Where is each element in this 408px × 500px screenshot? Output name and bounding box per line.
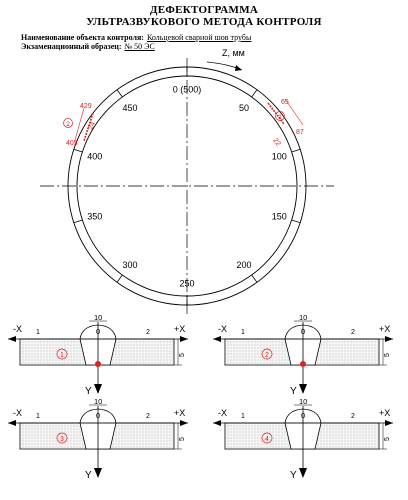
depth-label: 5 — [179, 353, 186, 357]
ring-tick-label: 0 (500) — [172, 84, 202, 95]
z-axis-label: Z, мм — [222, 48, 245, 58]
ring-tick — [292, 149, 301, 152]
defect-indication — [300, 361, 306, 367]
defect-1-start: 65 — [281, 99, 289, 106]
x-axis-left-arrow — [213, 420, 221, 426]
center-label: 0 — [301, 411, 306, 420]
x-axis-left-arrow — [8, 336, 16, 342]
x-plus-label: +X — [174, 408, 186, 418]
weld-section-3 — [8, 397, 188, 481]
ring-tick — [117, 90, 122, 97]
pipe-circle-diagram — [40, 48, 334, 316]
document-subtitle: УЛЬТРАЗВУКОВОГО МЕТОДА КОНТРОЛЯ — [86, 16, 322, 28]
ring-tick-label: 50 — [239, 103, 250, 114]
object-label: Наименование объекта контроля: — [21, 33, 144, 42]
width-label: 10 — [94, 397, 103, 406]
ring-tick — [292, 220, 301, 223]
defect-2-id: 2 — [66, 121, 70, 128]
x-minus-label: -X — [218, 408, 227, 418]
weld-section-1 — [8, 313, 188, 397]
x-axis-right-arrow — [180, 420, 188, 426]
y-axis-label: Y — [290, 470, 297, 481]
section-id: 3 — [60, 436, 64, 443]
zone-right-label: 2 — [146, 329, 150, 336]
defect-2-start: 429 — [80, 103, 92, 110]
weld-section-2 — [213, 313, 393, 397]
defect-1-id: 1 — [278, 114, 282, 121]
ring-tick — [74, 220, 83, 223]
y-axis-arrow — [94, 384, 102, 394]
section-id: 1 — [60, 352, 64, 359]
defect-indication — [95, 361, 101, 367]
y-axis-label: Y — [290, 386, 297, 397]
x-plus-label: +X — [379, 408, 391, 418]
sample-label: Экзаменационный образец: — [21, 42, 122, 51]
depth-label: 5 — [384, 437, 391, 441]
zone-right-label: 2 — [146, 413, 150, 420]
ring-tick — [117, 275, 122, 282]
ring-tick-label: 400 — [87, 151, 103, 162]
x-axis-left-arrow — [8, 420, 16, 426]
zone-right-label: 2 — [351, 413, 355, 420]
width-label: 10 — [94, 313, 103, 322]
x-plus-label: +X — [379, 324, 391, 334]
ring-tick — [252, 275, 257, 282]
depth-label: 5 — [179, 437, 186, 441]
section-id: 2 — [265, 352, 269, 359]
direction-arrowhead — [235, 65, 242, 71]
ring-tick-label: 250 — [179, 278, 195, 289]
center-label: 0 — [96, 411, 101, 420]
y-axis-label: Y — [85, 470, 92, 481]
x-minus-label: -X — [13, 408, 22, 418]
ring-tick-label: 200 — [236, 259, 252, 270]
x-axis-left-arrow — [213, 336, 221, 342]
zone-left-label: 1 — [36, 413, 40, 420]
defect-1-end: 87 — [296, 129, 304, 136]
width-label: 10 — [299, 313, 308, 322]
defect-1-marker — [268, 99, 304, 148]
ring-tick — [252, 90, 257, 97]
object-value: Кольцевой сварной шов трубы — [146, 33, 252, 42]
y-axis-arrow — [94, 468, 102, 478]
y-axis-arrow — [299, 384, 307, 394]
depth-label: 5 — [384, 353, 391, 357]
x-plus-label: +X — [174, 324, 186, 334]
document-title: ДЕФЕКТОГРАММА — [149, 4, 259, 16]
zone-right-label: 2 — [351, 329, 355, 336]
x-minus-label: -X — [13, 324, 22, 334]
y-axis-label: Y — [85, 386, 92, 397]
center-label: 0 — [301, 327, 306, 336]
defect-2-marker — [64, 103, 98, 147]
defect-1-length: 22 — [271, 137, 282, 148]
weld-section-4 — [213, 397, 393, 481]
defect-2-end: 405 — [66, 140, 78, 147]
x-minus-label: -X — [218, 324, 227, 334]
x-axis-right-arrow — [385, 420, 393, 426]
section-id: 4 — [265, 436, 269, 443]
weld-sections — [8, 313, 393, 481]
x-axis-right-arrow — [385, 336, 393, 342]
ring-tick-label: 350 — [87, 211, 103, 222]
center-label: 0 — [96, 327, 101, 336]
ring-tick-label: 450 — [122, 103, 138, 114]
zone-left-label: 1 — [241, 413, 245, 420]
ring-tick-label: 300 — [122, 259, 138, 270]
x-axis-right-arrow — [180, 336, 188, 342]
zone-left-label: 1 — [36, 329, 40, 336]
ring-tick-label: 150 — [271, 211, 287, 222]
zone-left-label: 1 — [241, 329, 245, 336]
defect-2-length: 24 — [87, 120, 98, 131]
y-axis-arrow — [299, 468, 307, 478]
width-label: 10 — [299, 397, 308, 406]
sample-value: № 50 ЭС — [124, 42, 155, 51]
ring-tick-label: 100 — [271, 151, 287, 162]
ring-tick — [74, 149, 83, 152]
